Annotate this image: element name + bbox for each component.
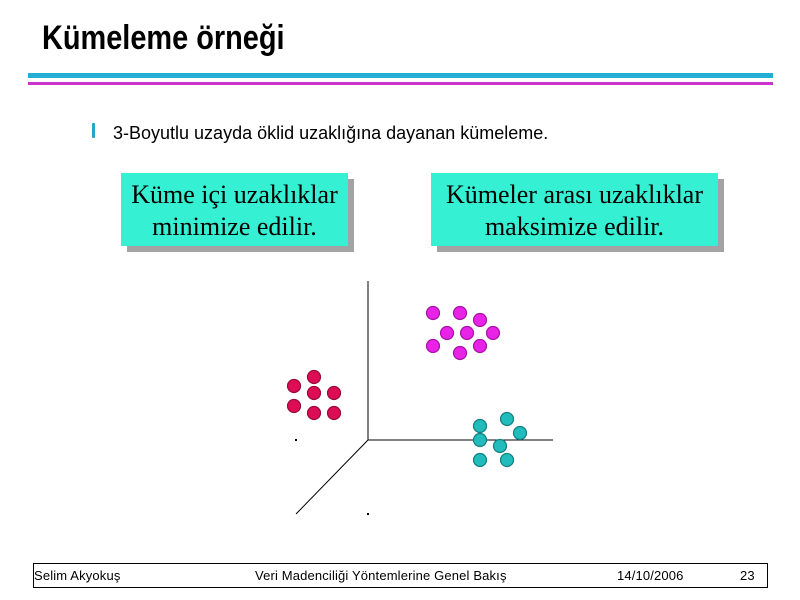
footer-presentation-title: Veri Madenciliği Yöntemlerine Genel Bakış (255, 568, 507, 583)
axis-tick (368, 514, 369, 515)
callout-line: Küme içi uzaklıklar (131, 180, 338, 209)
header-divider-cyan (28, 73, 773, 78)
footer-date: 14/10/2006 (617, 568, 684, 583)
cluster-point (441, 327, 454, 340)
footer-author: Selim Akyokuş (34, 568, 121, 583)
footer-bar (33, 563, 768, 588)
cluster-point (501, 454, 514, 467)
cluster-point (474, 434, 487, 447)
cluster-point (308, 387, 321, 400)
bullet-icon (92, 123, 95, 138)
header-divider-magenta (28, 82, 773, 85)
cluster-point (514, 427, 527, 440)
cluster-diagram (280, 270, 570, 530)
cluster-point (288, 380, 301, 393)
cluster-point (501, 413, 514, 426)
cluster-point (474, 340, 487, 353)
cluster-red (288, 371, 341, 420)
callout-line: minimize edilir. (152, 212, 317, 241)
cluster-point (454, 307, 467, 320)
cluster-teal (474, 413, 527, 467)
cluster-point (494, 440, 507, 453)
cluster-point (427, 307, 440, 320)
cluster-point (461, 327, 474, 340)
cluster-point (474, 420, 487, 433)
cluster-point (288, 400, 301, 413)
bullet-text: 3-Boyutlu uzayda öklid uzaklığına dayanan kümeleme. (113, 123, 549, 143)
cluster-point (474, 454, 487, 467)
cluster-point (487, 327, 500, 340)
axis-tick (296, 440, 297, 441)
callout-intra-cluster (121, 173, 348, 246)
cluster-point (328, 387, 341, 400)
cluster-point (328, 407, 341, 420)
cluster-magenta (427, 307, 500, 360)
cluster-point (427, 340, 440, 353)
callout-line: maksimize edilir. (484, 212, 665, 241)
axis-depth (296, 440, 368, 514)
cluster-point (454, 347, 467, 360)
callout-inter-cluster (431, 173, 718, 246)
cluster-point (308, 371, 321, 384)
slide-title: Kümeleme örneği (42, 19, 285, 57)
cluster-point (308, 407, 321, 420)
callout-line: Kümeler arası uzaklıklar (446, 180, 703, 209)
cluster-point (474, 314, 487, 327)
footer-page-number: 23 (740, 568, 755, 583)
